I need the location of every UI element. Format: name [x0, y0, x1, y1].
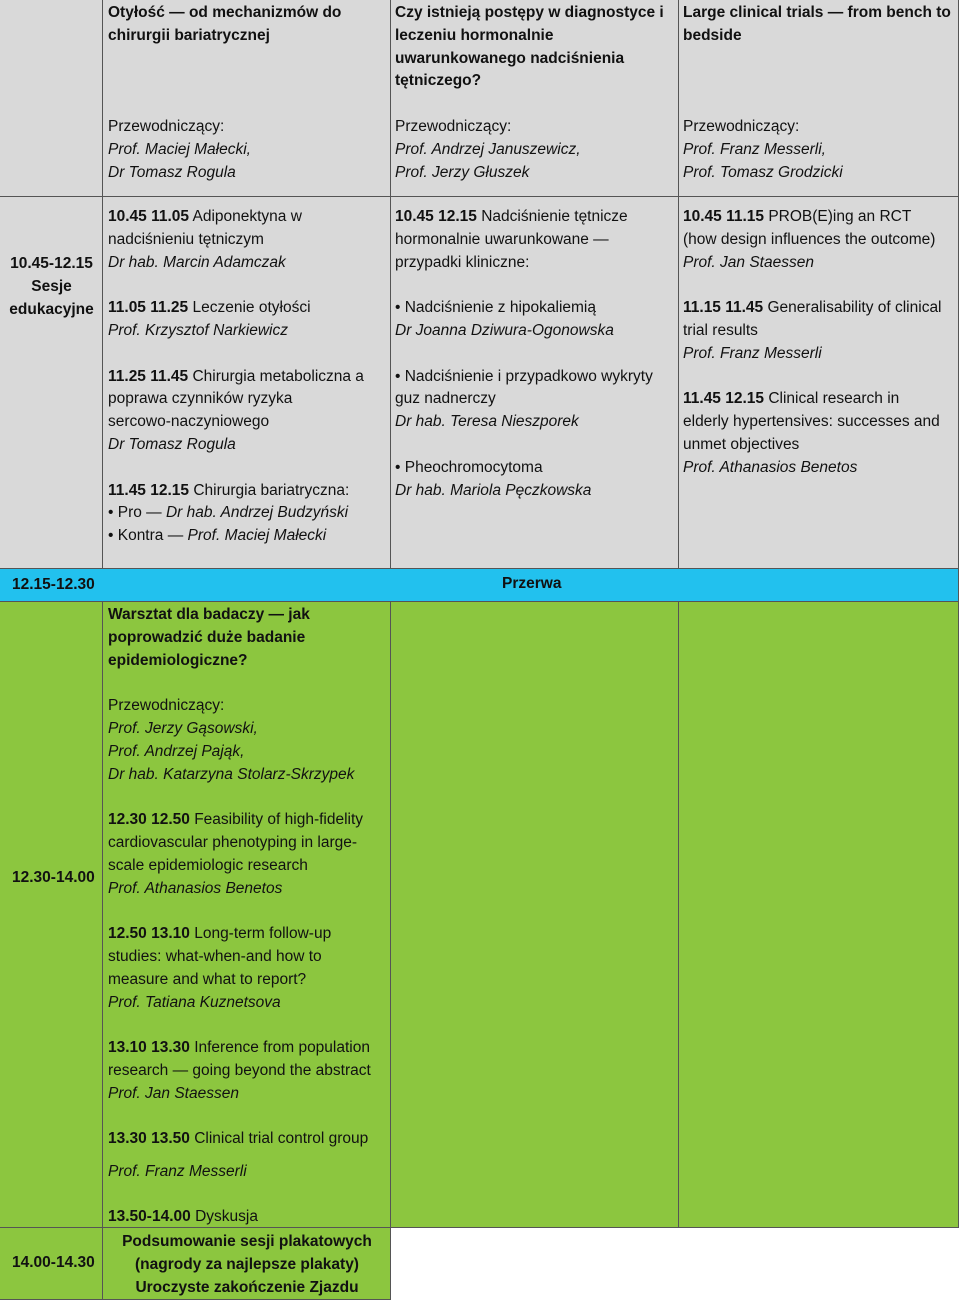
break-time-cell — [0, 569, 103, 602]
session2-time: 12.30-14.00 — [12, 869, 95, 886]
talk-time: 13.50-14.00 — [108, 1207, 191, 1225]
talk-time: 12.30 12.50 — [108, 811, 190, 829]
session1-time-cell — [0, 197, 103, 569]
closing-text: Podsumowanie sesji plakatowych (nagrody za najlepsze plakaty) Uroczyste zakończenie Zjazdu — [122, 1233, 372, 1296]
workshop-title: Warsztat dla badaczy — jak — [108, 606, 310, 623]
session2-col3-empty — [679, 602, 959, 1228]
session1-col1: 10.45 11.05 Adiponektyna w nadciśnieniu tętniczym Dr hab. Marcin Adamczak 11.05 11.25 Leczenie otyłości Prof. Krzysztof Narkiewicz 11.25 11.45 Chirurgia metaboliczna a poprawa czynników ryzyka sercowo-naczyniowego Dr Tomasz Rogula 11.45 12.15 Chirurgia bariatryczna: • Pro — Dr hab. Andrzej Budzyński • Kontra — Prof. Maciej Małecki — [103, 197, 391, 569]
col1-header — [103, 0, 391, 197]
session2-workshop: Warsztat dla badaczy — jak poprowadzić duże badanie epidemiologiczne? Przewodniczący: Prof. Jerzy Gąsowski, Prof. Andrzej Pająk, Dr hab. Katarzyna Stolarz-Skrzypek 12.30 12.50 Feasibility of high-fidelity cardiovascular phenotyping in large- scale epidemiologic research Prof. Athanasios Benetos 12.50 13.10 Long-term follow-up studies: what-when-and how to measure and what to report? Prof. Tatiana Kuznetsova 13.10 13.30 Inference from population research — going beyond the abstract Prof. Jan Staessen 13.30 13.50 Clinical trial control group Prof. Franz Messerli 13.50-14.00 Dyskusja — [103, 602, 391, 1228]
break-label: Przerwa — [502, 575, 562, 592]
chair: Prof. Andrzej Pająk, — [108, 742, 245, 760]
speaker: Dr hab. Andrzej Budzyński — [165, 504, 349, 522]
talk-time: 11.15 11.45 — [683, 299, 764, 317]
speaker: Dr Tomasz Rogula — [108, 435, 236, 453]
speaker: Dr Joanna Dziwura-Ogonowska — [395, 321, 614, 339]
speaker: Prof. Franz Messerli — [683, 344, 822, 362]
col3-title: Large clinical trials — from bench to bedside — [683, 4, 951, 44]
col2-header — [391, 0, 679, 197]
session1-col3: 10.45 11.15 PROB(E)ing an RCT (how design influences the outcome) Prof. Jan Staessen 11.15 11.45 Generalisability of clinical trial results Prof. Franz Messerli 11.45 12.15 Clinical research in elderly hypertensives: successes and unmet objectives Prof. Athanasios Benetos — [679, 197, 959, 569]
session2-time-cell — [0, 602, 103, 1228]
talk-time: 11.45 12.15 — [108, 481, 190, 499]
speaker: Prof. Tatiana Kuznetsova — [108, 993, 281, 1011]
col3-chairs: Przewodniczący: Prof. Franz Messerli, Prof. Tomasz Grodzicki — [683, 118, 843, 181]
speaker: Dr hab. Marcin Adamczak — [108, 253, 286, 271]
talk-time: 10.45 11.05 — [108, 208, 190, 225]
speaker: Prof. Jan Staessen — [683, 253, 814, 271]
break-cell — [103, 569, 959, 602]
col2-chairs: Przewodniczący: Prof. Andrzej Januszewicz, Prof. Jerzy Głuszek — [395, 118, 581, 181]
talk-time: 11.45 12.15 — [683, 390, 765, 408]
session1-time: 10.45-12.15 Sesje edukacyjne — [9, 255, 94, 318]
talk-time: 13.30 13.50 — [108, 1130, 190, 1148]
speaker: Prof. Krzysztof Narkiewicz — [108, 321, 289, 339]
speaker: Dr hab. Mariola Pęczkowska — [395, 481, 592, 499]
talk-time: 12.50 13.10 — [108, 925, 190, 943]
talk-time: 13.10 13.30 — [108, 1039, 190, 1057]
talk-time: 11.05 11.25 — [108, 299, 189, 317]
closing-time: 14.00-14.30 — [12, 1254, 95, 1271]
speaker: Prof. Maciej Małecki — [187, 527, 327, 545]
session1-col2: 10.45 12.15 Nadciśnienie tętnicze hormonalnie uwarunkowane — przypadki kliniczne: • Nadciśnienie z hipokaliemią Dr Joanna Dziwura-Ogonowska • Nadciśnienie i przypadkowo wykryty guz nadnerczy Dr hab. Teresa Nieszporek • Pheochromocytoma Dr hab. Mariola Pęczkowska — [391, 197, 679, 569]
speaker: Prof. Athanasios Benetos — [108, 879, 283, 897]
speaker: Dr hab. Teresa Nieszporek — [395, 413, 579, 431]
break-time: 12.15-12.30 — [12, 576, 95, 593]
chair: Dr hab. Katarzyna Stolarz-Skrzypek — [108, 765, 355, 783]
session2-col2-empty — [391, 602, 679, 1228]
talk-time: 10.45 12.15 — [395, 208, 477, 225]
talk-time: 11.25 11.45 — [108, 367, 189, 385]
closing-cell — [103, 1228, 391, 1300]
closing-time-cell — [0, 1228, 103, 1300]
case-item: • Pheochromocytoma — [395, 458, 543, 476]
time-cell-empty — [0, 0, 103, 197]
chair: Prof. Jerzy Gąsowski, — [108, 719, 258, 737]
speaker: Prof. Franz Messerli — [108, 1163, 247, 1181]
col2-title: Czy istnieją postępy w diagnostyce i leczeniu hormonalnie uwarunkowanego nadciśnienia tętniczego? — [395, 4, 664, 90]
col1-chairs: Przewodniczący: Prof. Maciej Małecki, Dr Tomasz Rogula — [108, 118, 251, 181]
col3-header — [679, 0, 959, 197]
speaker: Prof. Athanasios Benetos — [683, 458, 858, 476]
case-item: • Nadciśnienie z hipokaliemią — [395, 299, 597, 317]
speaker: Prof. Jan Staessen — [108, 1084, 239, 1102]
col1-title: Otyłość — od mechanizmów do chirurgii bariatrycznej — [108, 4, 342, 44]
talk-time: 10.45 11.15 — [683, 208, 765, 225]
case-item: • Nadciśnienie i przypadkowo wykryty — [395, 367, 653, 385]
